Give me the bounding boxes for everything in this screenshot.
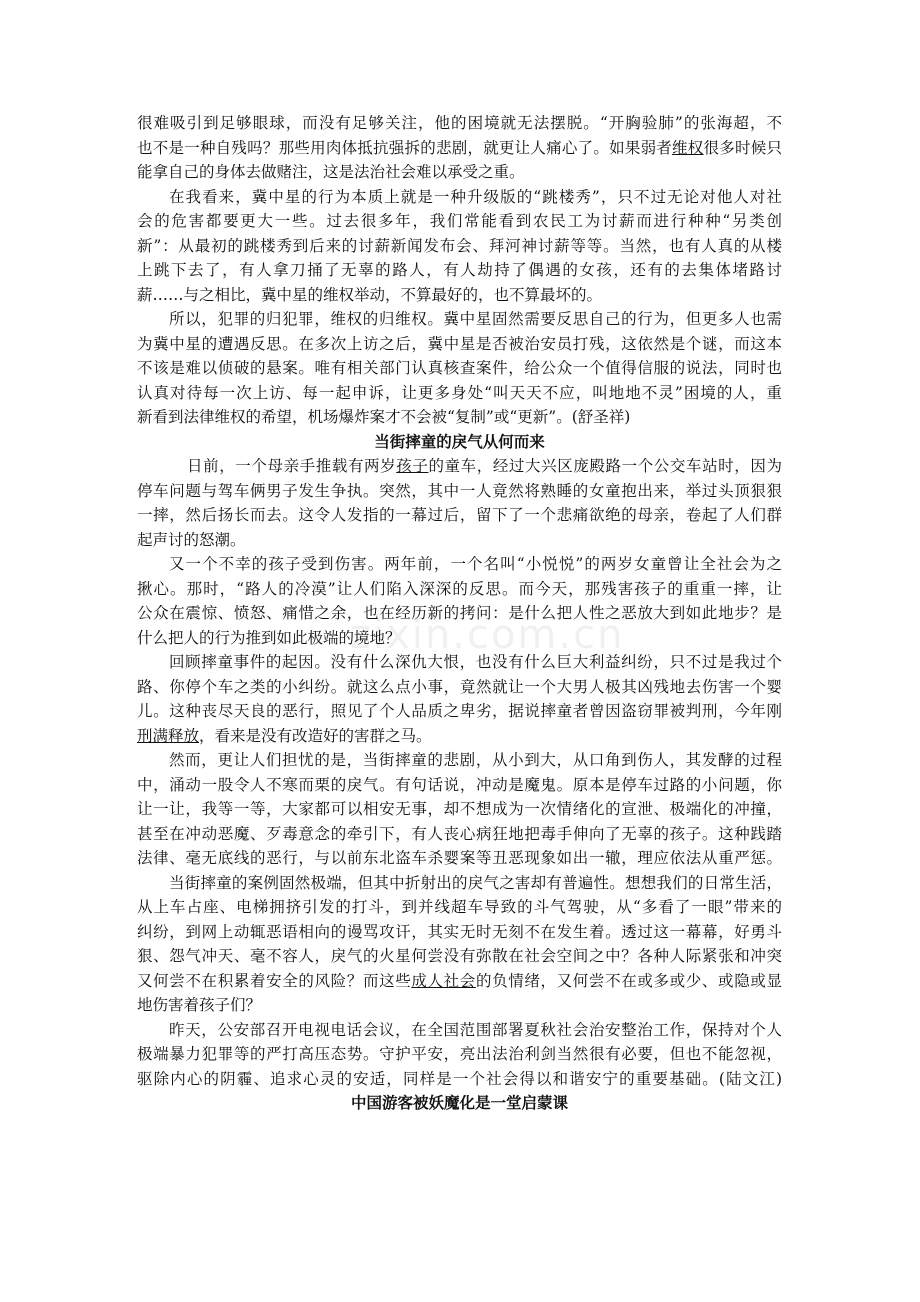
text-segment: 什么把人的行为推到如此极端的境地？ xyxy=(137,628,401,647)
text-segment: 日前，一个母亲手推载有两岁 xyxy=(187,457,397,475)
text-segment: 路、你停个车之类的小纠纷。就这么点小事，竟然就让一个大男人极其凶残地去伤害一个婴 xyxy=(137,677,782,696)
text-segment: 极端暴力犯罪等的严打高压态势。守护平安，亮出法治利剑当然很有必要，但也不能忽视， xyxy=(137,1045,782,1063)
text-line xyxy=(137,283,782,308)
text-line xyxy=(137,969,782,994)
text-line xyxy=(137,773,782,798)
text-line xyxy=(137,503,782,528)
text-segment: 也不是一种自残吗？那些用肉体抵抗强拆的悲剧，就更让人痛心了。如果弱者 xyxy=(137,138,673,157)
section-title: 当街摔童的戾气从何而来 xyxy=(374,432,545,451)
text-line xyxy=(137,944,782,969)
inline-link[interactable]: 孩子 xyxy=(396,457,429,475)
text-segment: 法律、毫无底线的恶行，与以前东北盗车杀婴案等丑恶现象如出一辙，理应依法从重严惩。 xyxy=(137,849,782,867)
inline-link[interactable]: 维权 xyxy=(672,138,704,157)
text-line xyxy=(137,920,782,945)
text-segment: 又一个不幸的孩子受到伤害。两年前，一个名叫“小悦悦”的两岁女童曾让全社会为之 xyxy=(169,555,782,573)
inline-link[interactable]: 成人社会 xyxy=(411,971,476,990)
text-segment: 薪……与之相比，冀中星的维权举动，不算最好的，也不算最坏的。 xyxy=(137,285,603,304)
text-line xyxy=(137,479,782,504)
text-segment: 新”：从最初的跳楼秀到后来的讨薪新闻发布会、拜河神讨薪等等。当然，也有人真的从楼 xyxy=(137,236,782,255)
text-segment: 停车问题与驾车俩男子发生争执。突然，其中一人竟然将熟睡的女童抱出来，举过头顶狠狠 xyxy=(137,481,782,500)
text-line xyxy=(137,871,782,896)
text-line xyxy=(137,381,782,406)
text-segment: 的负情绪，又何尝不在或多或少、或隐或显 xyxy=(475,971,782,990)
text-line xyxy=(137,356,782,381)
text-line xyxy=(137,307,782,332)
text-segment: 很多时候只 xyxy=(703,138,782,157)
text-segment: 不该是难以侦破的悬案。唯有相关部门认真核查案件，给公众一个值得信服的说法，同时也 xyxy=(137,359,782,377)
text-segment: 地伤害着孩子们？ xyxy=(137,996,262,1014)
text-segment: 所以，犯罪的归犯罪，维权的归维权。冀中星固然需要反思自己的行为，但更多人也需 xyxy=(169,310,782,328)
text-line xyxy=(137,601,782,626)
text-line xyxy=(137,454,782,479)
text-line xyxy=(137,209,782,234)
text-segment: 中，涌动一股令人不寒而栗的戾气。有句话说，冲动是魔鬼。原本是停车过路的小问题，你 xyxy=(137,775,782,794)
text-segment: 回顾摔童事件的起因。没有什么深仇大恨，也没有什么巨大利益纠纷，只不过是我过个 xyxy=(169,653,782,671)
text-line xyxy=(137,1042,782,1067)
text-line xyxy=(137,1067,782,1092)
text-segment: 为冀中星的遭遇反思。在多次上访之后，冀中星是否被治安员打残，这依然是个谜，而这本 xyxy=(137,334,782,353)
text-segment: 一摔，然后扬长而去。这令人发指的一幕过后，留下了一个悲痛欲绝的母亲，卷起了人们群 xyxy=(137,506,782,524)
text-segment: 能拿自己的身体去做赌注，这是法治社会难以承受之重。 xyxy=(137,163,525,181)
text-line xyxy=(137,111,782,136)
text-line xyxy=(137,675,782,700)
article-body xyxy=(137,111,782,1116)
text-line xyxy=(137,626,782,651)
text-segment: 让一让，我等一等，大家都可以相安无事，却不想成为一次情绪化的宣泄、极端化的冲撞， xyxy=(137,800,782,818)
text-line xyxy=(137,234,782,259)
text-segment: 认真对待每一次上访、每一起申诉，让更多身处“叫天天不应，叫地地不灵”困境的人，重 xyxy=(137,383,782,402)
text-segment: 当街摔童的案例固然极端，但其中折射出的戾气之害却有普遍性。想想我们的日常生活， xyxy=(169,873,782,892)
text-segment: 揪心。那时，“路人的冷漠”让人们陷入深深的反思。而今天，那残害孩子的重重一摔，让 xyxy=(137,579,782,598)
text-line xyxy=(137,136,782,161)
text-line xyxy=(137,332,782,357)
text-line xyxy=(137,699,782,724)
text-line xyxy=(137,185,782,210)
text-segment: 上跳下去了，有人拿刀捅了无辜的路人，有人劫持了偶遇的女孩，还有的去集体堵路讨 xyxy=(137,261,782,279)
text-segment: 在我看来，冀中星的行为本质上就是一种升级版的“跳楼秀”，只不过无论对他人对社 xyxy=(169,187,782,206)
section-title: 中国游客被妖魔化是一堂启蒙课 xyxy=(350,1094,568,1112)
text-line xyxy=(137,552,782,577)
text-segment: 的童车，经过大兴区庞殿路一个公交车站时，因为 xyxy=(428,457,782,475)
text-line xyxy=(137,846,782,871)
text-segment: 很难吸引到足够眼球，而没有足够关注，他的困境就无法摆脱。“开胸验肺”的张海超，不 xyxy=(137,114,782,132)
text-segment: ，看来是没有改造好的害群之马。 xyxy=(199,726,432,745)
text-line xyxy=(137,650,782,675)
text-segment: 又何尝不在积累着安全的风险？而这些 xyxy=(137,971,412,990)
text-segment: 会的危害都要更大一些。过去很多年，我们常能看到农民工为讨薪而进行种种“另类创 xyxy=(137,212,782,230)
text-line xyxy=(137,724,782,749)
text-line xyxy=(137,160,782,185)
text-line xyxy=(137,748,782,773)
text-segment: 新看到法律维权的希望，机场爆炸案才不会被“复制”或“更新”。(舒圣祥) xyxy=(137,408,631,426)
text-line xyxy=(137,405,782,430)
text-segment: 甚至在冲动恶魔、歹毒意念的牵引下，有人丧心病狂地把毒手伸向了无辜的孩子。这种践踏 xyxy=(137,824,782,843)
text-line xyxy=(137,822,782,847)
text-segment: 起声讨的怒潮。 xyxy=(137,530,246,549)
text-line xyxy=(137,895,782,920)
text-segment: 然而，更让人们担忧的是，当街摔童的悲剧，从小到大，从口角到伤人，其发酵的过程 xyxy=(169,751,782,769)
text-line xyxy=(137,528,782,553)
text-segment: 公众在震惊、愤怒、痛惜之余，也在经历新的拷问：是什么把人性之恶放大到如此地步？是 xyxy=(137,604,782,622)
text-segment: 纠纷，到网上动辄恶语相向的谩骂攻讦，其实无时无刻不在发生着。透过这一幕幕，好勇斗 xyxy=(137,922,782,941)
watermark: zixin.com.cn xyxy=(350,612,625,658)
text-line xyxy=(137,797,782,822)
text-line xyxy=(137,258,782,283)
text-line xyxy=(137,993,782,1018)
text-segment: 狠、怨气冲天、毫不容人，戾气的火星何尝没有弥散在社会空间之中？各种人际紧张和冲突 xyxy=(137,947,782,965)
text-segment: 驱除内心的阴霾、追求心灵的安适，同样是一个社会得以和谐安宁的重要基础。(陆文江) xyxy=(137,1069,782,1088)
text-segment: 昨天，公安部召开电视电话会议，在全国范围部署夏秋社会治安整治工作，保持对个人 xyxy=(169,1020,782,1039)
inline-link[interactable]: 刑满释放 xyxy=(137,726,200,745)
text-segment: 从上车占座、电梯拥挤引发的打斗，到并线超车导致的斗气驾驶，从“多看了一眼”带来的 xyxy=(137,898,782,916)
text-segment: 儿。这种丧尽天良的恶行，照见了个人品质之卑劣，据说摔童者曾因盗窃罪被判刑，今年刚 xyxy=(137,702,782,720)
text-line xyxy=(137,1018,782,1043)
text-line xyxy=(137,577,782,602)
